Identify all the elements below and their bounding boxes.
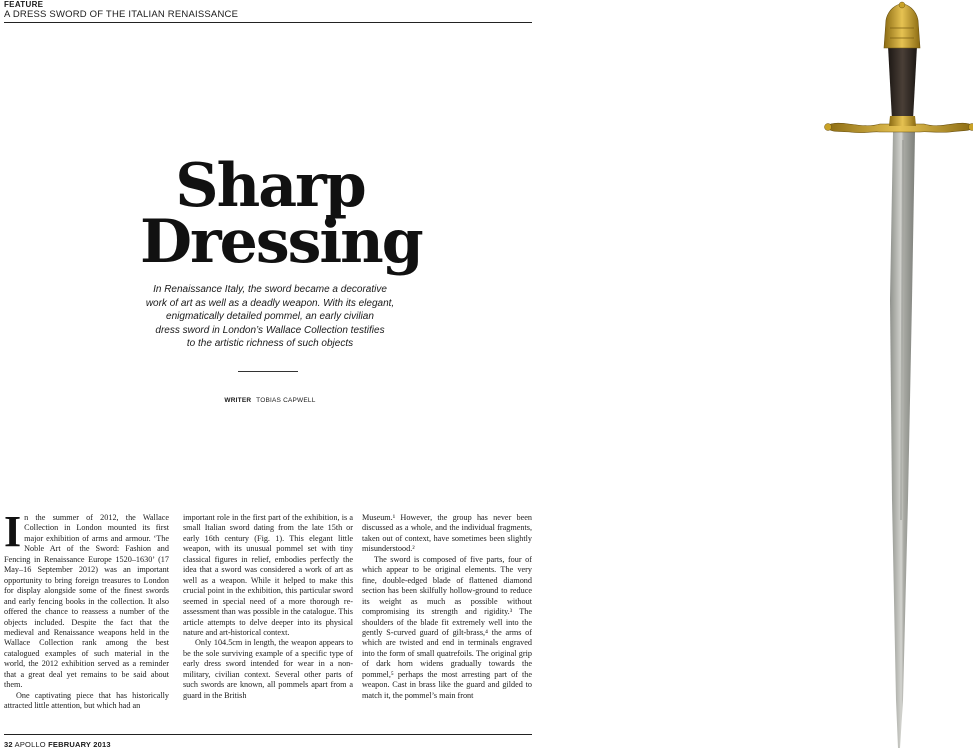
body-paragraph: In the summer of 2012, the Wallace Collection in London mounted its first major exhibition of arms and armour. ‘The Noble Art of the Sword: Fashion and Fencing in Renaissance Europe 1520–1630’ (17 May–16 September 2012) was an important opportunity to bring foreign treasures to London for display alongside some of the finest swords and early fencing books in the collection. It also offered the chance to reassess a number of the objects included. Despite the fact that the medieval and Renaissance weapons held in the Wallace Collection rank among the best catalogued examples of such material in the world, the 2012 exhibition served as a reminder that a great deal yet remains to be said about them. bbox=[4, 507, 169, 690]
issue-date: FEBRUARY 2013 bbox=[48, 740, 111, 749]
footer-divider bbox=[4, 734, 532, 735]
standfirst-line: to the artistic richness of such objects bbox=[186, 338, 354, 350]
body-column-1 bbox=[4, 507, 169, 712]
sword-pommel bbox=[884, 4, 920, 48]
title-line-1: Sharp bbox=[175, 151, 365, 221]
body-paragraph: Only 104.5cm in length, the weapon appears to be the sole surviving example of a specific type of early dress sword intended for wear in a non-military, civilian context. Several other parts of such swords are known, all pommels apart from a guard in the British bbox=[183, 638, 353, 700]
body-paragraph: Museum.¹ However, the group has never been discussed as a whole, and the individual fragments, taken out of context, have sometimes been slightly misunderstood.² bbox=[362, 513, 532, 554]
page-number: 32 bbox=[4, 740, 13, 749]
body-column-2 bbox=[183, 513, 353, 701]
sword-icon bbox=[820, 0, 973, 753]
body-column-3 bbox=[362, 513, 532, 701]
sword-grip bbox=[888, 46, 917, 120]
header-divider bbox=[4, 22, 532, 23]
standfirst-line: In Renaissance Italy, the sword became a decorative bbox=[153, 284, 387, 295]
byline-author: TOBIAS CAPWELL bbox=[256, 397, 316, 404]
standfirst-line: enigmatically detailed pommel, an early civilian bbox=[166, 311, 374, 323]
title-line-2: Dressing bbox=[140, 207, 422, 277]
byline-role: WRITER bbox=[224, 397, 252, 404]
body-paragraph: important role in the first part of the exhibition, is a small Italian sword dating from the late 15th or early 16th century (Fig. 1). This elegant little weapon, with its unusual pommel set with tiny classical figures in relief, embodies perfectly the idea that a sword was considered a work of art as well as a weapon. While it helped to make this crucial point in the exhibition, this particular sword seemed in special need of a more thorough re-assessment than was possible in the catalogue. This article attempts to delve deeper into its physical nature and art-historical context. bbox=[183, 513, 353, 637]
body-paragraph: The sword is composed of five parts, four of which appear to be original elements. The very fine, double-edged blade of flattened diamond section has been skilfully hollow-ground to reduce its weight as much as possible without compromising its strength and rigidity.³ The shoulders of the blade fit extremely well into the gently S-curved guard of gilt-brass,⁴ the arms of which are twisted and end in terminals engraved into the form of small quatrefoils. The original grip of dark horn widens gradually towards the pommel,⁵ perhaps the most arresting part of the weapon. Cast in brass like the guard and gilded to match it, the pommel’s main front bbox=[362, 554, 532, 700]
byline-divider bbox=[238, 371, 298, 372]
body-paragraph: One captivating piece that has historically attracted little attention, but which had an bbox=[4, 690, 169, 711]
article-title bbox=[140, 151, 422, 277]
publication-name: APOLLO bbox=[14, 740, 46, 749]
standfirst-line: dress sword in London’s Wallace Collection testifies bbox=[155, 324, 385, 336]
standfirst bbox=[135, 283, 405, 351]
folio bbox=[4, 740, 111, 749]
section-title: A DRESS SWORD OF THE ITALIAN RENAISSANCE bbox=[4, 9, 239, 20]
feature-kicker: FEATURE bbox=[4, 0, 44, 9]
standfirst-line: work of art as well as a deadly weapon. With its elegant, bbox=[145, 297, 395, 309]
byline bbox=[160, 397, 380, 404]
sword-ferrule bbox=[889, 116, 916, 126]
drop-cap: I bbox=[4, 507, 22, 556]
